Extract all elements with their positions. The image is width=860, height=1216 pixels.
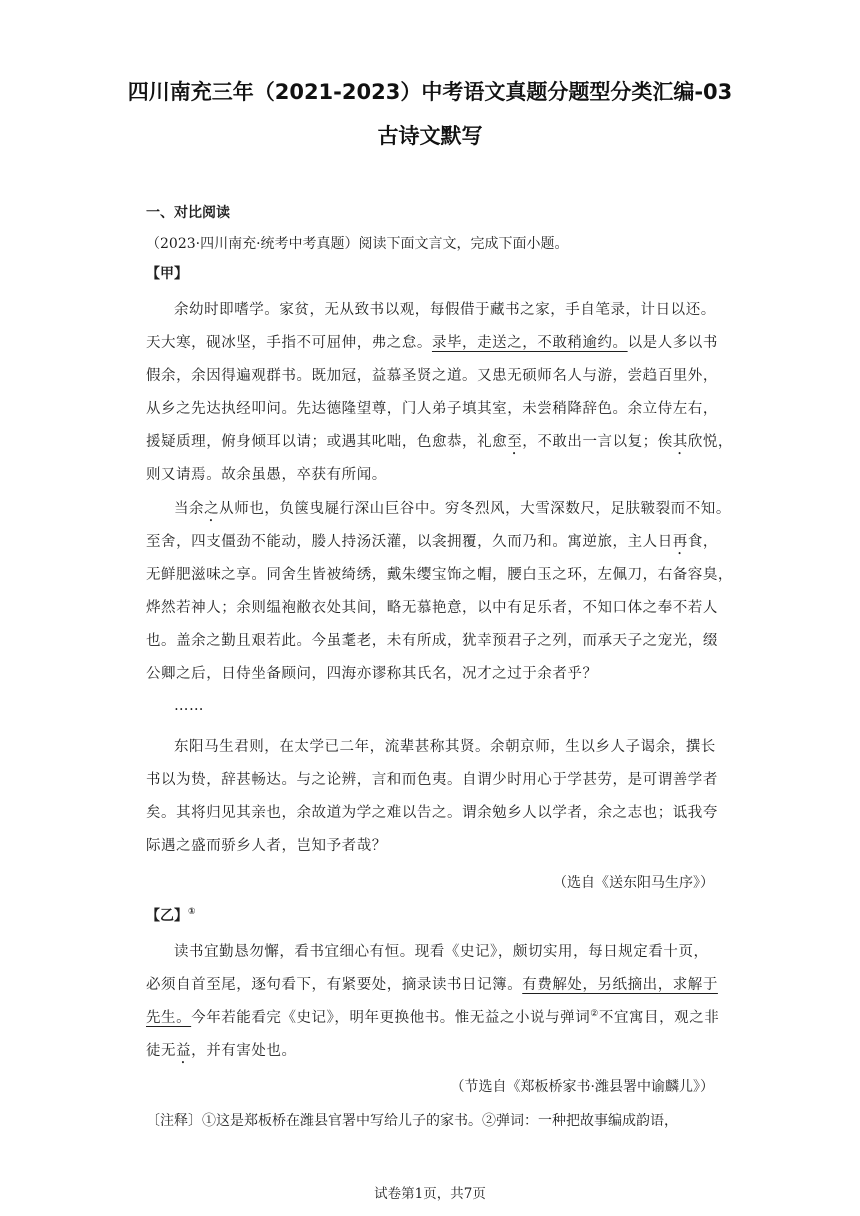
- label-jia: 【甲】: [146, 266, 188, 282]
- underlined-sentence: 先生。: [146, 1010, 192, 1026]
- note-mark: ①: [188, 907, 196, 917]
- jia-line-10: 烨然若神人；余则缊袍敝衣处其间，略无慕艳意，以中有足乐者，不知口体之奉不若人: [146, 600, 718, 616]
- jia-line-14: 书以为贽，辞甚畅达。与之论辨，言和而色夷。自谓少时用心于学甚劳，是可谓善学者: [146, 772, 718, 788]
- page-footer: 试卷第1页，共7页: [374, 1186, 486, 1202]
- dotted-char: 其: [672, 434, 688, 450]
- yi-line-1: 读书宜勤恳勿懈，看书宜细心有恒。现看《史记》，颇切实用，每日规定看十页，: [174, 944, 709, 960]
- dotted-char: 再: [672, 534, 688, 550]
- ellipsis: ……: [174, 698, 205, 714]
- jia-line-4: 从乡之先达执经叩问。先达德隆望尊，门人弟子填其室，未尝稍降辞色。余立侍左右，: [146, 401, 718, 417]
- dotted-char: 益: [176, 1043, 192, 1059]
- yi-line-2: 必须自首至尾，逐句看下，有紧要处，摘录读书日记簿。有费解处，另纸摘出，求解于: [146, 977, 718, 993]
- section-heading: 一、对比阅读: [146, 205, 230, 221]
- source-note: （2023·四川南充·统考中考真题）阅读下面文言文，完成下面小题。: [146, 236, 569, 252]
- jia-line-11: 也。盖余之勤且艰若此。今虽耄老，未有所成，犹幸预君子之列，而承天子之宠光，缀: [146, 633, 718, 649]
- source-yi: （节选自《郑板桥家书·潍县署中谕麟儿》）: [450, 1079, 714, 1095]
- underlined-sentence: 录毕，走送之，不敢稍逾约。: [431, 335, 628, 351]
- note-mark: ②: [590, 1009, 599, 1019]
- underlined-sentence: 有费解处，另纸摘出，求解于: [522, 977, 718, 993]
- label-yi: 【乙】①: [146, 907, 196, 924]
- dotted-char: 之: [204, 501, 220, 517]
- source-jia: （选自《送东阳马生序》）: [553, 875, 714, 891]
- jia-line-12: 公卿之后，日侍坐备顾问，四海亦谬称其氏名，况才之过于余者乎？: [146, 666, 598, 682]
- jia-line-2: 天大寒，砚冰坚，手指不可屈伸，弗之怠。录毕，走送之，不敢稍逾约。以是人多以书: [146, 335, 718, 351]
- jia-line-15: 矣。其将归见其亲也，余故道为学之难以告之。谓余勉乡人以学者，余之志也；诋我夸: [146, 805, 718, 821]
- jia-line-9: 无鲜肥滋味之享。同舍生皆被绮绣，戴朱缨宝饰之帽，腰白玉之环，左佩刀，右备容臭，: [146, 567, 733, 583]
- jia-line-6: 则又请焉。故余虽愚，卒获有所闻。: [146, 467, 387, 483]
- page-subtitle: 古诗文默写: [377, 124, 483, 148]
- page-title: 四川南充三年（2021-2023）中考语文真题分题型分类汇编-03: [127, 80, 733, 104]
- jia-line-7: 当余之从师也，负箧曳屣行深山巨谷中。穷冬烈风，大雪深数尺，足肤皲裂而不知。: [174, 501, 731, 517]
- jia-line-16: 际遇之盛而骄乡人者，岂知予者哉？: [146, 838, 387, 854]
- jia-line-1: 余幼时即嗜学。家贫，无从致书以观，每假借于藏书之家，手自笔录，计日以还。: [174, 302, 716, 318]
- yi-line-3: 先生。今年若能看完《史记》，明年更换他书。惟无益之小说与弹词②不宜寓目，观之非: [146, 1009, 720, 1026]
- jia-line-13: 东阳马生君则，在太学已二年，流辈甚称其贤。余朝京师，生以乡人子谒余，撰长: [174, 739, 716, 755]
- yi-line-4: 徒无益，并有害处也。: [146, 1043, 297, 1059]
- jia-line-5: 援疑质理，俯身倾耳以请；或遇其叱咄，色愈恭，礼愈至，不敢出一言以复；俟其欣悦，: [146, 434, 733, 450]
- dotted-char: 至: [507, 434, 523, 450]
- jia-line-8: 至舍，四支僵劲不能动，媵人持汤沃灌，以衾拥覆，久而乃和。寓逆旅，主人日再食，: [146, 534, 718, 550]
- annotation: 〔注释〕①这是郑板桥在潍县官署中写给儿子的家书。②弹词：一种把故事编成韵语，: [146, 1113, 678, 1129]
- jia-line-3: 假余，余因得遍观群书。既加冠，益慕圣贤之道。又患无硕师名人与游，尝趋百里外，: [146, 368, 718, 384]
